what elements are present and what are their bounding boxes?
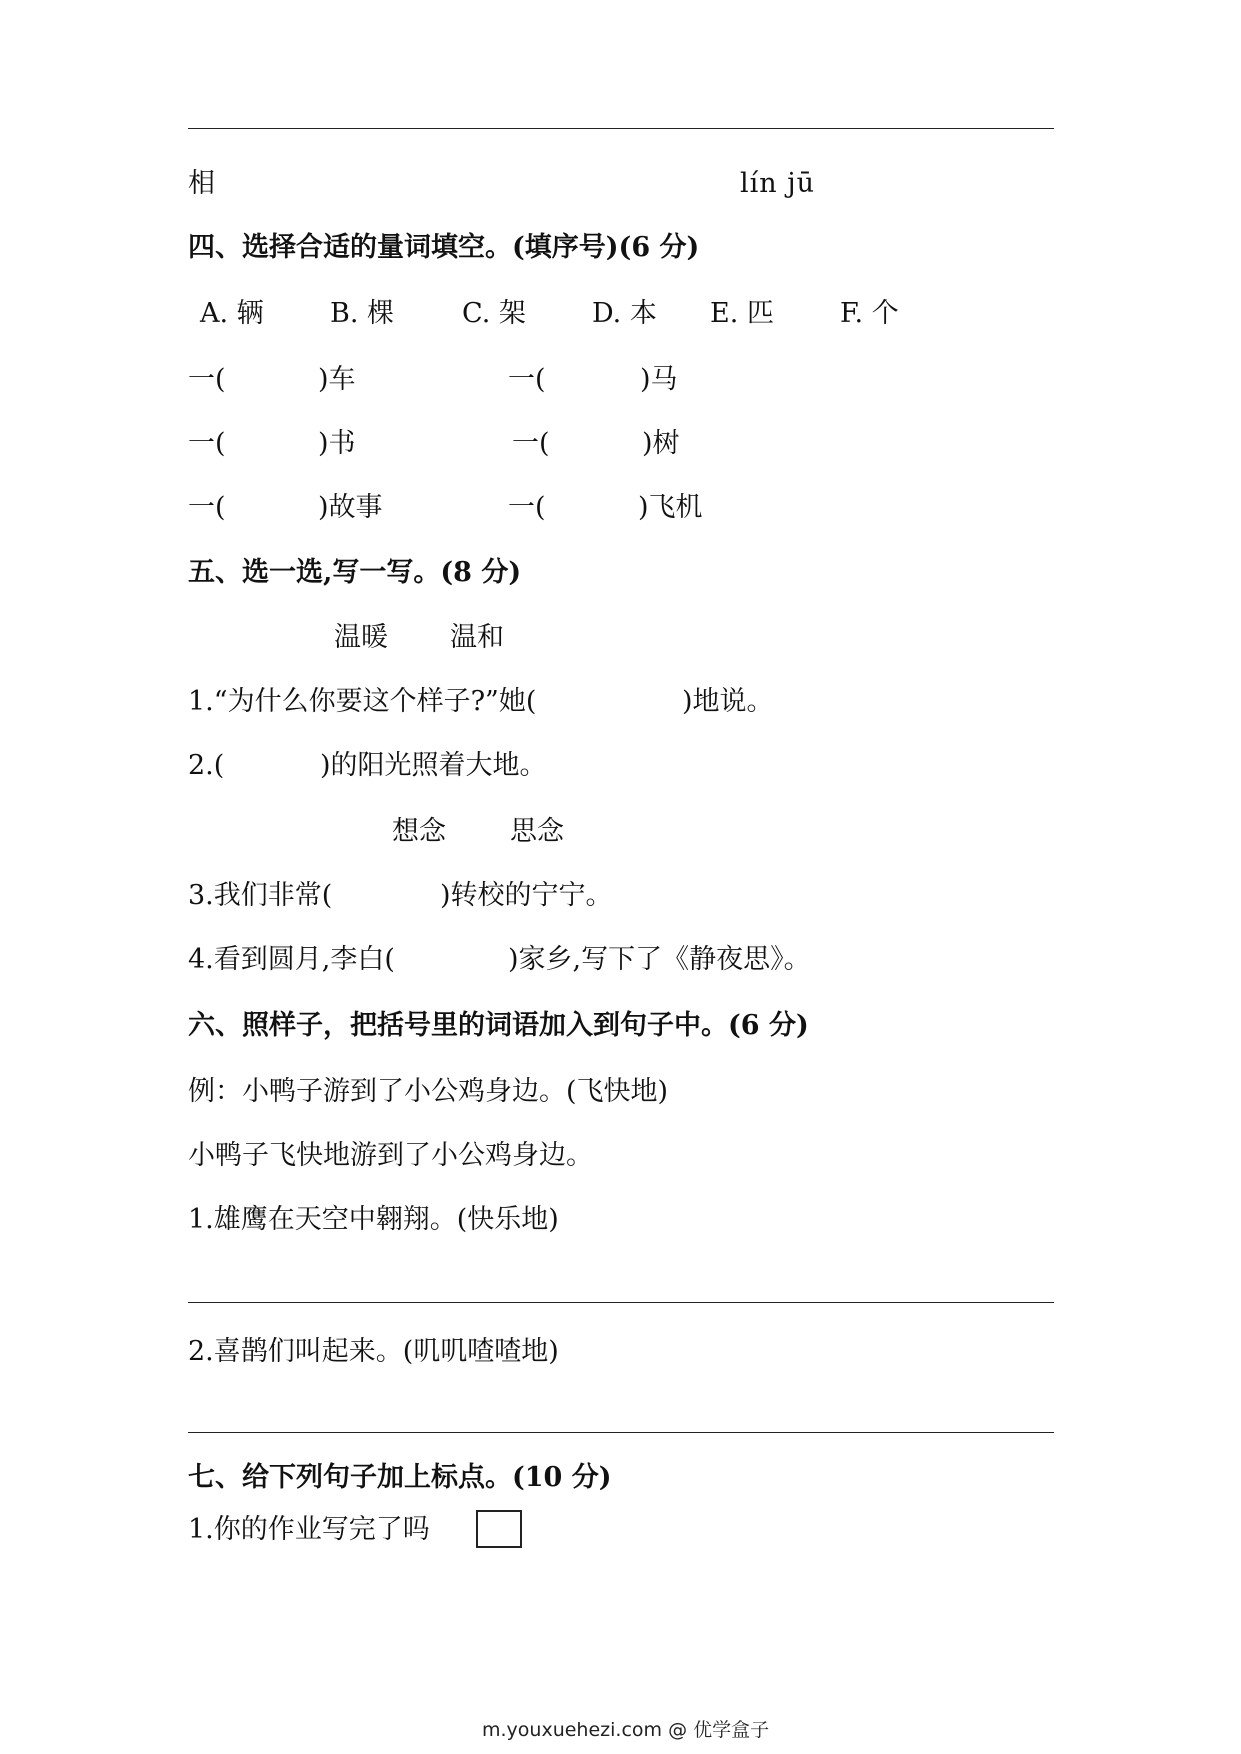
option-d: D. 本 <box>592 298 657 329</box>
s5-q3-after: )转校的宁宁。 <box>440 880 613 911</box>
s6-q2: 2.喜鹊们叫起来。(叽叽喳喳地) <box>188 1336 559 1367</box>
option-c: C. 架 <box>462 298 526 329</box>
s5-q2-before: 2.( <box>188 750 225 781</box>
measure-blank-3-prefix: 一( <box>188 428 226 459</box>
top-rule <box>188 128 1054 129</box>
word-choice-wenhe: 温和 <box>450 622 504 653</box>
option-b: B. 棵 <box>330 298 395 329</box>
word-choice-xiangnian: 想念 <box>392 816 446 847</box>
s6-q2-answer-line <box>188 1432 1054 1433</box>
s5-q4-after: )家乡,写下了《静夜思》。 <box>508 944 811 975</box>
option-f: F. 个 <box>840 298 899 329</box>
word-choice-wennuan: 温暖 <box>334 622 388 653</box>
fragment-char: 相 <box>188 168 215 199</box>
s5-q4-before: 4.看到圆月,李白( <box>188 944 395 975</box>
word-choice-sinian: 思念 <box>510 816 564 847</box>
s6-q1-answer-line <box>188 1302 1054 1303</box>
s6-example-answer: 小鸭子飞快地游到了小公鸡身边。 <box>188 1140 593 1171</box>
section6-title: 六、照样子，把括号里的词语加入到句子中。(6 分) <box>188 1010 809 1041</box>
s5-q1-before: 1.“为什么你要这个样子?”她( <box>188 686 537 717</box>
footer-watermark: m.youxuehezi.com @ 优学盒子 <box>482 1719 770 1741</box>
measure-blank-5-prefix: 一( <box>188 492 226 523</box>
measure-blank-1-prefix: 一( <box>188 364 226 395</box>
s6-q1: 1.雄鹰在天空中翱翔。(快乐地) <box>188 1204 559 1235</box>
section7-title: 七、给下列句子加上标点。(10 分) <box>188 1462 612 1493</box>
measure-blank-3-suffix: )书 <box>318 428 356 459</box>
fragment-pinyin: lín jū <box>740 168 816 199</box>
option-e: E. 匹 <box>710 298 774 329</box>
option-a: A. 辆 <box>200 298 264 329</box>
section4-title: 四、选择合适的量词填空。(填序号)(6 分) <box>188 232 700 263</box>
measure-blank-2-suffix: )马 <box>640 364 678 395</box>
measure-blank-4-prefix: 一( <box>512 428 550 459</box>
measure-blank-2-prefix: 一( <box>508 364 546 395</box>
punctuation-answer-box <box>476 1510 522 1548</box>
measure-blank-5-suffix: )故事 <box>318 492 383 523</box>
measure-blank-6-suffix: )飞机 <box>638 492 703 523</box>
s6-example: 例：小鸭子游到了小公鸡身边。(飞快地) <box>188 1076 669 1107</box>
s5-q1-after: )地说。 <box>682 686 774 717</box>
measure-blank-6-prefix: 一( <box>508 492 546 523</box>
s5-q3-before: 3.我们非常( <box>188 880 333 911</box>
measure-blank-1-suffix: )车 <box>318 364 356 395</box>
s7-q1: 1.你的作业写完了吗 <box>188 1514 430 1545</box>
section5-title: 五、选一选,写一写。(8 分) <box>188 557 522 588</box>
measure-blank-4-suffix: )树 <box>642 428 680 459</box>
s5-q2-after: )的阳光照着大地。 <box>320 750 547 781</box>
